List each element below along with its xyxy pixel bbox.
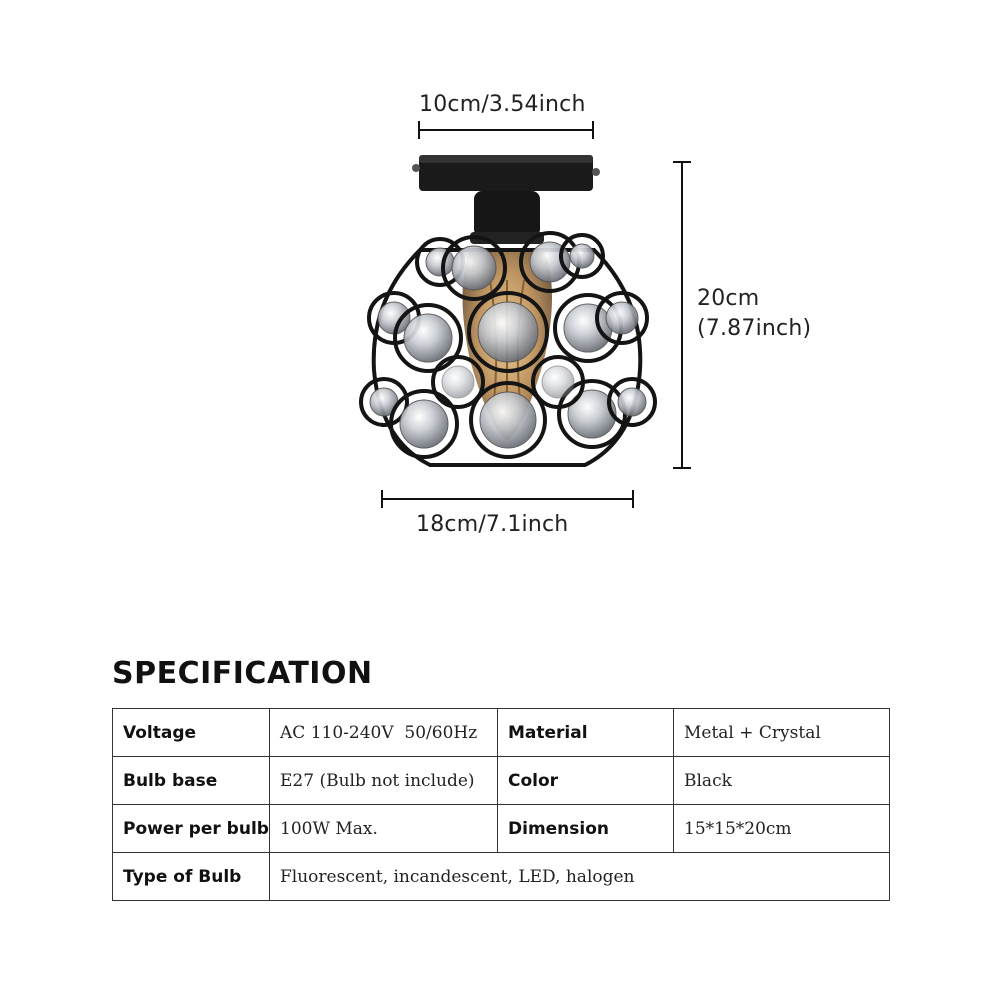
spec-value: Metal + Crystal: [674, 709, 890, 757]
crystal: [480, 392, 536, 448]
spec-key: Type of Bulb: [113, 853, 270, 901]
spec-key: Bulb base: [113, 757, 270, 805]
spec-value: AC 110-240V 50/60Hz: [270, 709, 498, 757]
spec-row-bulb-type: [113, 853, 890, 901]
ceiling-canopy: [412, 155, 600, 191]
crystal: [564, 304, 612, 352]
spec-key: Dimension: [498, 805, 674, 853]
bottom-width-label: 18cm/7.1inch: [416, 512, 569, 537]
spec-table: [112, 708, 890, 901]
crystal: [400, 400, 448, 448]
spec-row-voltage: [113, 709, 890, 757]
spec-key: Material: [498, 709, 674, 757]
crystal: [442, 366, 474, 398]
spec-value: Black: [674, 757, 890, 805]
crystal: [452, 246, 496, 290]
crystal: [618, 388, 646, 416]
crystal: [404, 314, 452, 362]
spec-key: Power per bulb: [113, 805, 270, 853]
height-cm-label: 20cm: [697, 286, 760, 311]
spec-key: Color: [498, 757, 674, 805]
crystal: [426, 248, 454, 276]
crystal: [542, 366, 574, 398]
crystal: [606, 302, 638, 334]
height-inch-label: (7.87inch): [697, 316, 812, 341]
crystal: [570, 244, 594, 268]
spec-row-bulb-base: [113, 757, 890, 805]
top-width-label: 10cm/3.54inch: [419, 92, 586, 117]
spec-row-power: [113, 805, 890, 853]
spec-key: Voltage: [113, 709, 270, 757]
spec-title: SPECIFICATION: [112, 656, 373, 691]
spec-value: E27 (Bulb not include): [270, 757, 498, 805]
spec-value: 15*15*20cm: [674, 805, 890, 853]
spec-value: 100W Max.: [270, 805, 498, 853]
spec-value: Fluorescent, incandescent, LED, halogen: [270, 853, 890, 901]
crystal: [478, 302, 538, 362]
